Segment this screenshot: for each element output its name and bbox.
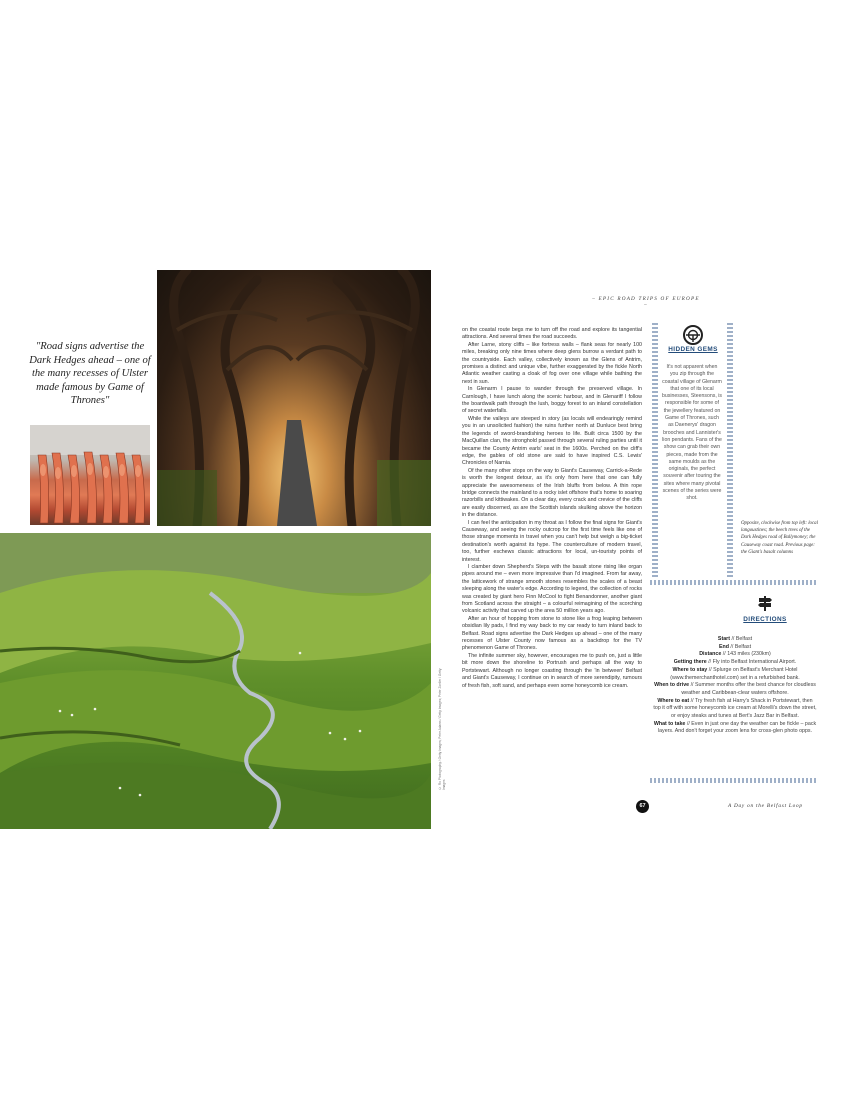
page-footer: A Day on the Belfast Loop xyxy=(728,803,803,809)
directions-title: DIRECTIONS xyxy=(743,616,787,623)
body-paragraph: I clamber down Shepherd's Steps with the basalt stone rising like organ pipes around me – even more impressive than I'd imagined. From far away, the latticework of strange smooth stones resembles the scales of a beast sleeping along the water's edge. According to legend, the collection of rocks was created by giant hero Finn McCool to fight Benandonner, another giant from Scotland across the straight – a colourful reimagining of the scorching volcanic activity that carved up the area 50 million years ago. xyxy=(462,564,642,615)
direction-item: When to drive // Summer months offer the best chance for cloudless weather and Caribbean-clear waters offshore. xyxy=(654,682,816,696)
body-paragraph: After Larne, stony cliffs – like fortress walls – flank seas for nearly 100 miles, breaking only nine times where deep glens burrow a verdant path to the countryside. Each valley, collectively known as the Glens of Antrim, promises a distinct and unique vibe, further exaggerated by the fickle North Atlantic weather casting a cloak of fog over one village while bathing the next in sun. xyxy=(462,341,642,385)
dark-hedges-photo xyxy=(157,270,431,526)
body-paragraph: on the coastal route begs me to turn off the road and explore its tangential attractions. And several times the road succeeds. xyxy=(462,327,642,341)
photo-caption: Opposite, clockwise from top left: local langoustines; the beech trees of the Dark Hedges road of Ballymoney; the Causeway coast road. Previous page: the Giant's basalt columns xyxy=(741,521,818,555)
direction-item: Start // Belfast xyxy=(717,636,753,642)
photo-credit: © Ro Photography / Getty Images; Peter Adams / Getty Images; Peter Zoeller / Getty Images xyxy=(438,668,446,790)
running-header: – EPIC ROAD TRIPS OF EUROPE – xyxy=(592,296,700,308)
direction-item: Getting there // Fly into Belfast International Airport. xyxy=(673,659,797,666)
steering-wheel-icon xyxy=(683,325,703,345)
direction-item: End // Belfast xyxy=(718,643,752,650)
direction-item: Where to stay // Splurge on Belfast's Merchant Hotel (www.themerchanthotel.com) set in a refurbished bank. xyxy=(670,666,800,681)
direction-item: Where to eat // Try fresh fish at Harry's Shack in Portstewart, then top it off with some honeycomb ice cream at Morelli's down the street, or enjoy steaks and tunes at Bert's Jazz Bar in Belfast. xyxy=(653,697,817,720)
hidden-gems-border-left xyxy=(652,323,658,578)
body-paragraph: Of the many other stops on the way to Giant's Causeway, Carrick-a-Rede is worth the longest detour, as it's only from here that one can fully appreciate the awesomeness of the Irish bluffs from below. A thin rope bridge connects the mainland to a rocky islet offshore that's home to soaring razorbills and kittiwakes. On a clear day, every crack and crevice of the cliffs are easily discerned, as are the Scottish islands skulking above the horizon in the distance. xyxy=(462,467,642,519)
page-number: 67 xyxy=(636,800,649,813)
direction-item: Distance // 143 miles (230km) xyxy=(699,651,771,658)
hidden-gems-title: HIDDEN GEMS xyxy=(668,346,718,353)
body-paragraph: After an hour of hopping from stone to stone like a frog leaping between obsidian lily pads, I find my way back to my car ready to turn inland back to Belfast. Road signs advertise the Dark Hedges up ahead – one of the many recesses of Ulster County now famous as a backdrop for the TV phenomenon Game of Thrones. xyxy=(462,615,642,652)
body-paragraph: The infinite summer sky, however, encourages me to push on, just a little bit more down the shoreline to Portrush and perhaps all the way to Portstewart. Although no longer coasting through the 'in between' Belfast and Giant's Causeway, I continue on in search of more serendipity, rumours of fresh fish, soft sand, and perhaps even some honeycomb ice cream. xyxy=(462,652,642,689)
langoustines-photo xyxy=(30,425,150,525)
directions-list xyxy=(653,636,817,736)
directions-border-top xyxy=(650,580,818,585)
direction-item: What to take // Even in just one day the weather can be fickle – pack layers. And don't forget your zoom lens for cross-glen photo opps. xyxy=(653,720,817,735)
directions-border-bottom xyxy=(650,778,818,783)
article-body xyxy=(462,327,642,690)
body-paragraph: In Glenarm I pause to wander through the preserved village. In Carnlough, I have lunch along the scenic harbour, and in Glenariff I follow the boardwalk path through the lush, boggy forest to an inland constellation of secret waterfalls. xyxy=(462,386,642,415)
body-paragraph: While the valleys are steeped in story (as locals will endearingly remind you in an unsolicited fashion) the ruins further north at Dunluce best bring the legends of sword-brandishing heroes to life. Built circa 1500 by the MacQuillan clan, the stronghold passed through several ruling parties until it became the County Antrim earls' seat in the 1600s. Perched on the cliff's edge, the gables of old stone are said to have inspired C.S. Lewis' Chronicles of Narnia. xyxy=(462,415,642,467)
signpost-icon xyxy=(757,595,773,611)
body-paragraph: I can feel the anticipation in my throat as I follow the final signs for Giant's Causeway, and seeing the rocky outcrop for the first time feels like one of those strange moments in travel when you can't help but weigh a big-ticket destination's worth against its hype. The counterculture of modern travel, too, further eschews classic attractions for local, un-touristy points of interest. xyxy=(462,519,642,563)
pull-quote: "Road signs advertise the Dark Hedges ahead – one of the many recesses of Ulster made famous by Game of Thrones" xyxy=(29,341,151,407)
hidden-gems-text: It's not apparent when you zip through the coastal village of Glenarm that one of its local businesses, Steensons, is responsible for some of the jewellery featured on Game of Thrones, such as Daenerys' dragon brooches and Lannister's lion pendants. Fans of the show can grab their own pieces, made from the same moulds as the originals, the perfect souvenir after touring the sites where many pivotal scenes of the series were shot. xyxy=(662,364,722,502)
causeway-coast-road-photo xyxy=(0,533,431,829)
hidden-gems-border-right xyxy=(727,323,733,578)
